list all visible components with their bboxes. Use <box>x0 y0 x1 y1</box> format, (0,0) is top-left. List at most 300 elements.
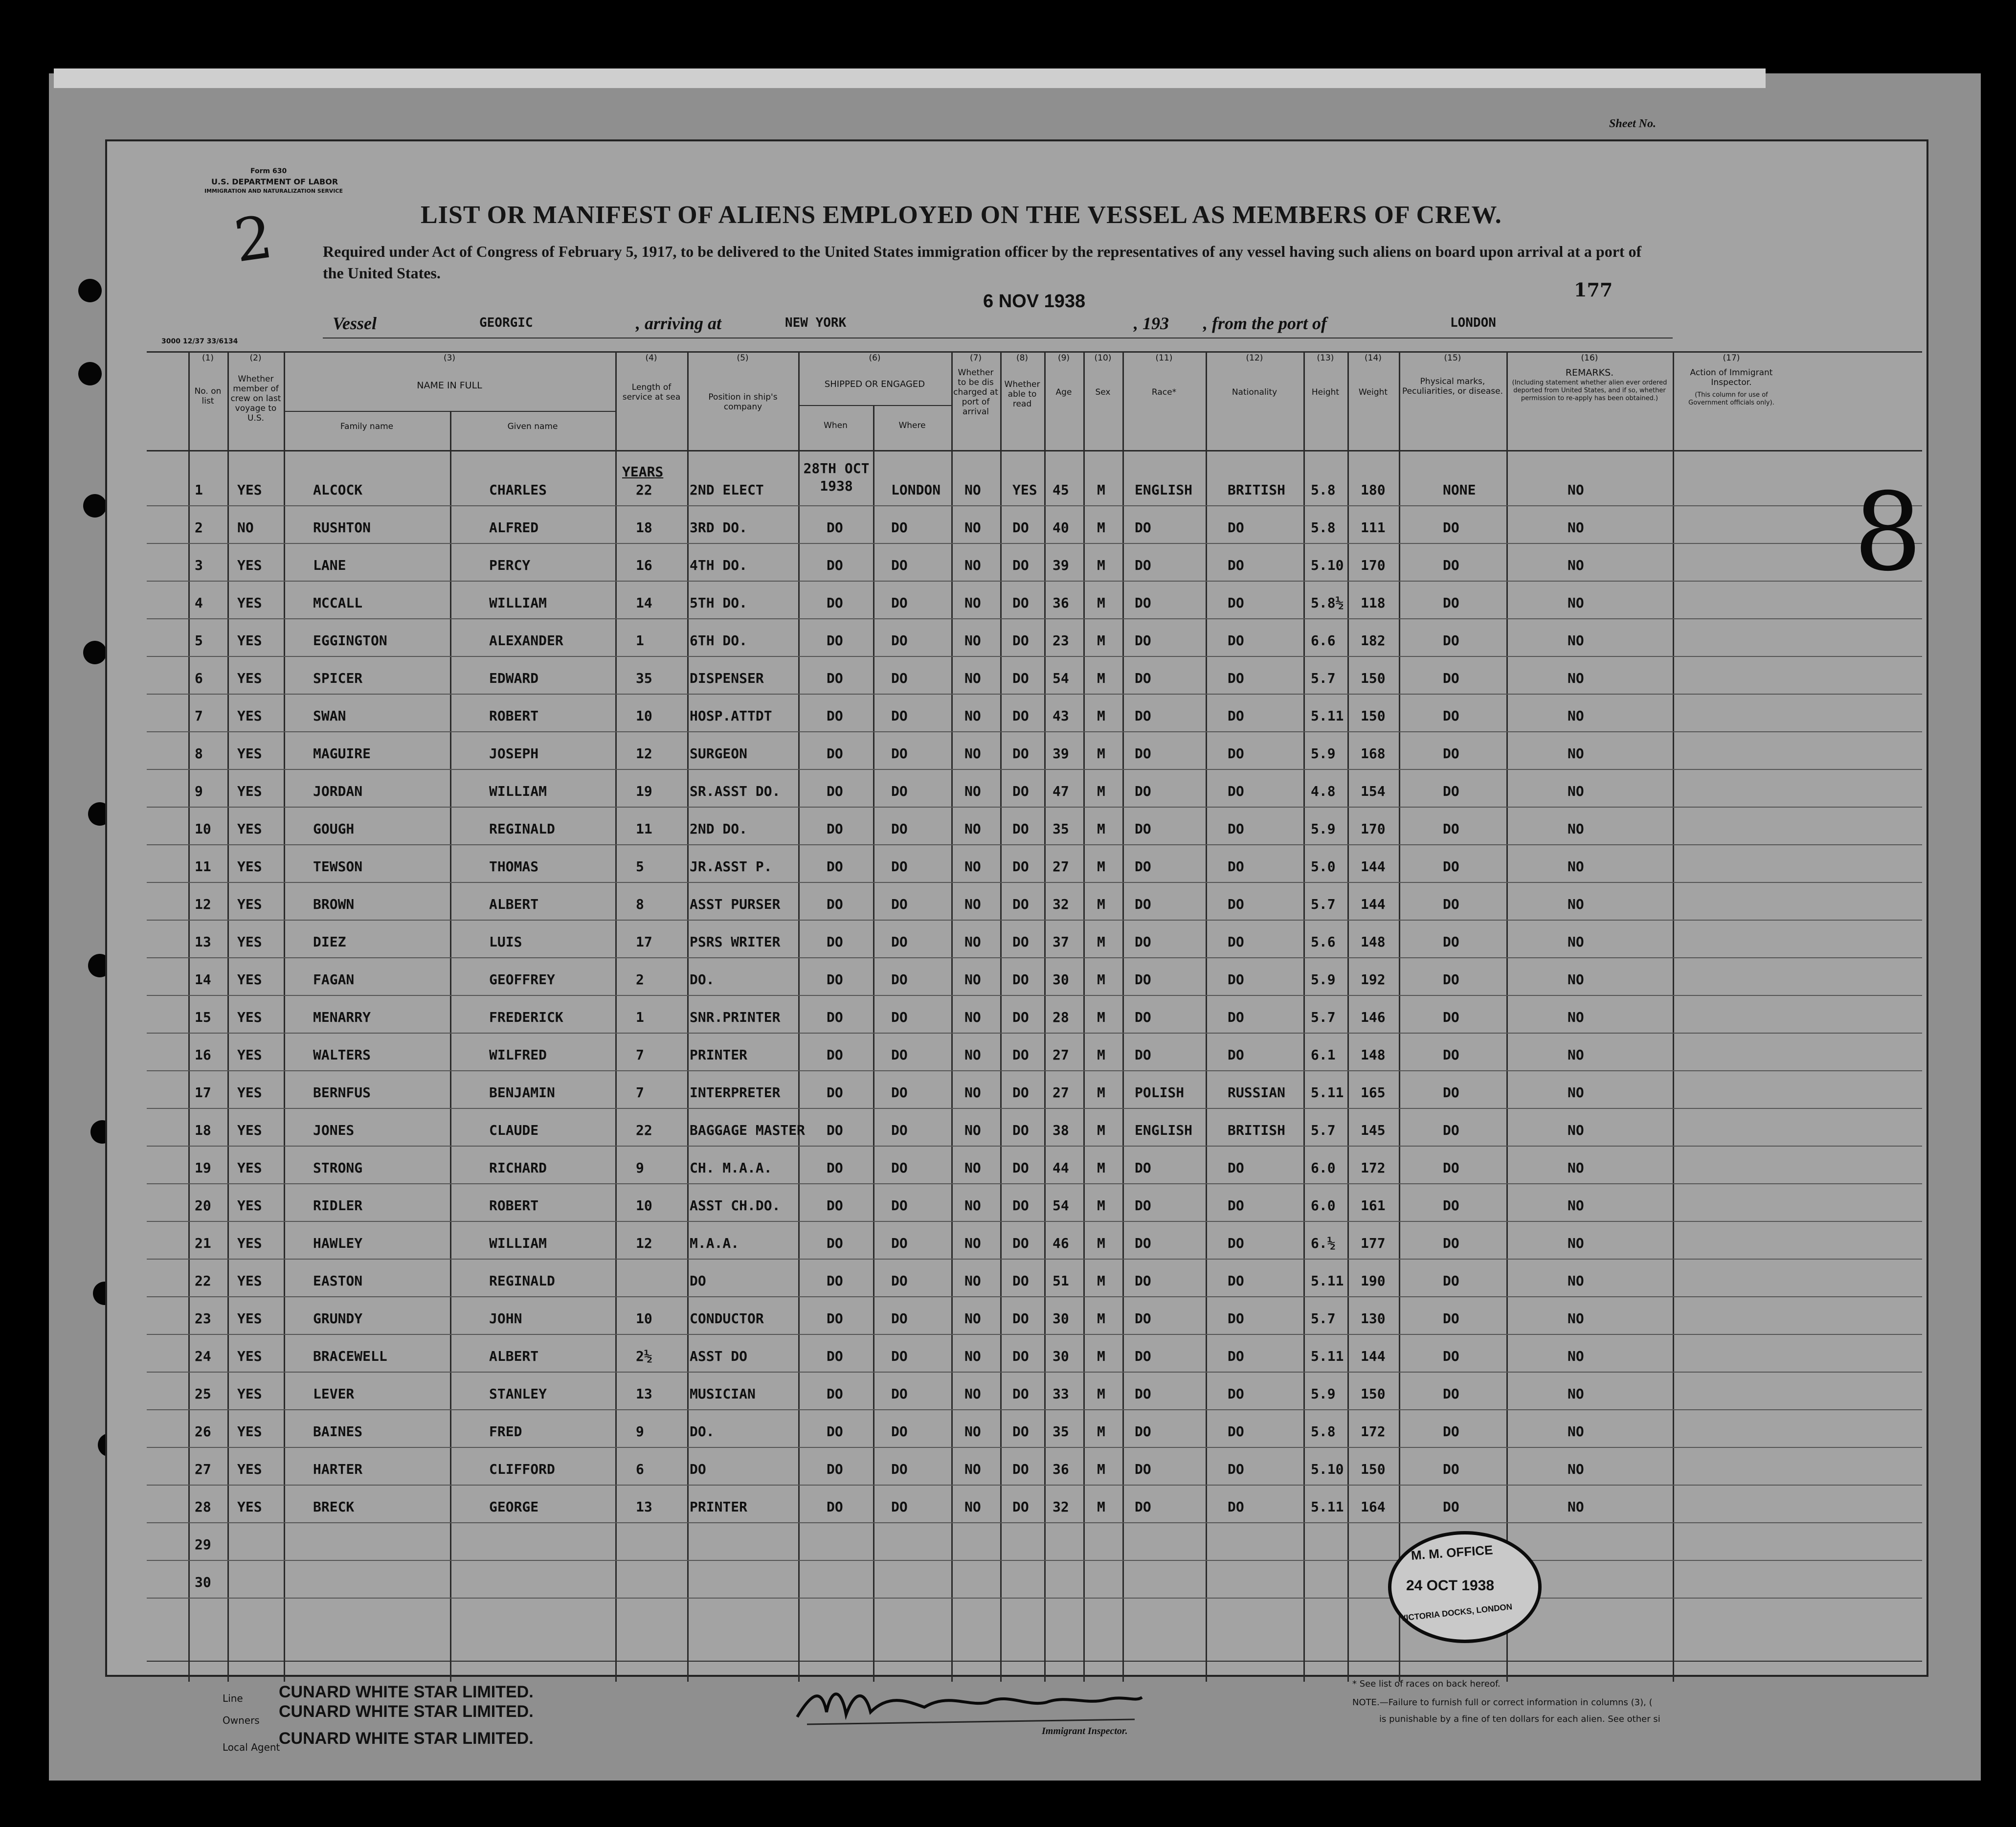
sex-cell: M <box>1097 1122 1105 1138</box>
given-name: REGINALD <box>489 821 555 837</box>
race-cell: DO <box>1135 745 1151 762</box>
service-length: 2 <box>636 971 644 988</box>
family-name: BERNFUS <box>313 1084 371 1101</box>
where-cell: DO <box>891 1122 908 1138</box>
given-name: ALBERT <box>489 896 539 912</box>
given-name: LUIS <box>489 934 522 950</box>
row-rule <box>147 1334 1922 1335</box>
member-cell: YES <box>237 1423 262 1440</box>
weight-cell: 164 <box>1361 1499 1386 1515</box>
charged-cell: NO <box>964 1084 981 1101</box>
read-cell: DO <box>1012 519 1029 536</box>
row-number: 23 <box>195 1310 211 1327</box>
nationality-cell: DO <box>1228 519 1244 536</box>
header-shipped: SHIPPED OR ENGAGED <box>824 379 925 389</box>
charged-cell: NO <box>964 1047 981 1063</box>
height-cell: 5.9 <box>1311 745 1336 762</box>
sex-cell: M <box>1097 1047 1105 1063</box>
position-cell: SR.ASST DO. <box>690 783 781 799</box>
family-name: STRONG <box>313 1160 363 1176</box>
physical-cell: DO <box>1443 1310 1459 1327</box>
nationality-cell: DO <box>1228 557 1244 573</box>
race-cell: DO <box>1135 1499 1151 1515</box>
year-text: , 193 <box>1134 314 1169 333</box>
race-cell: DO <box>1135 557 1151 573</box>
charged-cell: NO <box>964 1423 981 1440</box>
col-num: (7) <box>969 353 982 363</box>
member-cell: YES <box>237 783 262 799</box>
header-bottom-rule <box>147 450 1922 451</box>
where-cell: DO <box>891 1160 908 1176</box>
race-cell: DO <box>1135 896 1151 912</box>
row-number: 27 <box>195 1461 211 1477</box>
col-divider <box>615 351 617 1682</box>
age-cell: 45 <box>1053 482 1069 498</box>
row-rule <box>147 543 1922 544</box>
sex-cell: M <box>1097 1310 1105 1327</box>
remarks-cell: NO <box>1568 1009 1584 1025</box>
header-weight: Weight <box>1358 387 1388 397</box>
family-name: WALTERS <box>313 1047 371 1063</box>
shipped-subrule <box>798 405 951 406</box>
physical-cell: DO <box>1443 632 1459 649</box>
read-cell: DO <box>1012 896 1029 912</box>
service-length: 11 <box>636 821 652 837</box>
header-top-rule <box>147 351 1922 353</box>
when-cell: DO <box>827 745 843 762</box>
position-cell: M.A.A. <box>690 1235 739 1251</box>
member-cell: YES <box>237 1160 262 1176</box>
sex-cell: M <box>1097 1197 1105 1214</box>
given-name: JOSEPH <box>489 745 539 762</box>
row-rule <box>147 1409 1922 1410</box>
col-num: (2) <box>249 353 262 363</box>
row-number: 15 <box>195 1009 211 1025</box>
nationality-cell: DO <box>1228 670 1244 686</box>
office-stamp <box>1388 1531 1542 1643</box>
nationality-cell: DO <box>1228 1461 1244 1477</box>
family-name: HAWLEY <box>313 1235 363 1251</box>
race-cell: DO <box>1135 1423 1151 1440</box>
form-number: Form 630 <box>250 167 287 175</box>
read-cell: DO <box>1012 1009 1029 1025</box>
age-cell: 40 <box>1053 519 1069 536</box>
remarks-cell: NO <box>1568 1423 1584 1440</box>
col-divider <box>188 351 190 1682</box>
row-rule <box>147 1447 1922 1448</box>
member-cell: YES <box>237 745 262 762</box>
remarks-cell: NO <box>1568 1197 1584 1214</box>
binder-hole <box>83 494 107 518</box>
col-divider <box>1506 351 1508 1682</box>
member-cell: YES <box>237 858 262 875</box>
physical-cell: DO <box>1443 1160 1459 1176</box>
position-cell: 3RD DO. <box>690 519 748 536</box>
col-num: (17) <box>1723 353 1740 363</box>
height-cell: 5.8½ <box>1311 595 1344 611</box>
height-cell: 5.7 <box>1311 1009 1336 1025</box>
remarks-cell: NO <box>1568 482 1584 498</box>
given-name: THOMAS <box>489 858 539 875</box>
weight-cell: 148 <box>1361 1047 1386 1063</box>
read-cell: DO <box>1012 632 1029 649</box>
nationality-cell: DO <box>1228 1386 1244 1402</box>
when-cell: DO <box>827 971 843 988</box>
row-number: 25 <box>195 1386 211 1402</box>
row-number: 10 <box>195 821 211 837</box>
when-cell: DO <box>827 1386 843 1402</box>
given-name: CLIFFORD <box>489 1461 555 1477</box>
remarks-cell: NO <box>1568 1047 1584 1063</box>
row-rule <box>147 1259 1922 1260</box>
header-remarks-sub: (Including statement whether alien ever ordered deported from United States, and if so, whether permission to re-apply has been obtained.) <box>1512 379 1667 402</box>
age-cell: 35 <box>1053 1423 1069 1440</box>
weight-cell: 144 <box>1361 858 1386 875</box>
service-length: 22 <box>636 482 652 498</box>
remarks-cell: NO <box>1568 708 1584 724</box>
col-divider <box>1083 351 1085 1682</box>
read-cell: DO <box>1012 708 1029 724</box>
nationality-cell: DO <box>1228 1499 1244 1515</box>
read-cell: DO <box>1012 1047 1029 1063</box>
member-cell: YES <box>237 1197 262 1214</box>
read-cell: DO <box>1012 1197 1029 1214</box>
physical-cell: DO <box>1443 745 1459 762</box>
nationality-cell: RUSSIAN <box>1228 1084 1286 1101</box>
line-label: Line <box>223 1692 243 1704</box>
age-cell: 39 <box>1053 557 1069 573</box>
read-cell: DO <box>1012 971 1029 988</box>
remarks-cell: NO <box>1568 1084 1584 1101</box>
family-name: SPICER <box>313 670 363 686</box>
nationality-cell: DO <box>1228 708 1244 724</box>
charged-cell: NO <box>964 1009 981 1025</box>
row-rule <box>147 1108 1922 1109</box>
member-cell: YES <box>237 708 262 724</box>
weight-cell: 144 <box>1361 896 1386 912</box>
family-name: BRACEWELL <box>313 1348 387 1364</box>
member-cell: YES <box>237 1499 262 1515</box>
given-name: FREDERICK <box>489 1009 563 1025</box>
age-cell: 33 <box>1053 1386 1069 1402</box>
charged-cell: NO <box>964 1273 981 1289</box>
weight-cell: 111 <box>1361 519 1386 536</box>
given-name: FRED <box>489 1423 522 1440</box>
nationality-cell: DO <box>1228 934 1244 950</box>
where-cell: DO <box>891 1461 908 1477</box>
race-cell: ENGLISH <box>1135 1122 1193 1138</box>
weight-cell: 172 <box>1361 1423 1386 1440</box>
race-cell: DO <box>1135 1009 1151 1025</box>
race-cell: DO <box>1135 1461 1151 1477</box>
remarks-cell: NO <box>1568 632 1584 649</box>
col-num: (16) <box>1581 353 1598 363</box>
nationality-cell: DO <box>1228 1047 1244 1063</box>
row-rule <box>147 581 1922 582</box>
where-cell: DO <box>891 1499 908 1515</box>
race-cell: DO <box>1135 1310 1151 1327</box>
height-cell: 5.7 <box>1311 896 1336 912</box>
where-cell: DO <box>891 821 908 837</box>
service-length: 9 <box>636 1423 644 1440</box>
remarks-cell: NO <box>1568 1348 1584 1364</box>
header-nationality: Nationality <box>1232 387 1277 397</box>
where-cell: DO <box>891 1009 908 1025</box>
charged-cell: NO <box>964 1197 981 1214</box>
row-rule <box>147 957 1922 958</box>
row-number: 19 <box>195 1160 211 1176</box>
physical-cell: DO <box>1443 1235 1459 1251</box>
where-cell: DO <box>891 670 908 686</box>
age-cell: 28 <box>1053 1009 1069 1025</box>
service-length: 19 <box>636 783 652 799</box>
remarks-cell: NO <box>1568 557 1584 573</box>
from-port: LONDON <box>1450 316 1496 330</box>
family-name: JONES <box>313 1122 355 1138</box>
charged-cell: NO <box>964 708 981 724</box>
age-cell: 36 <box>1053 595 1069 611</box>
member-cell: YES <box>237 1348 262 1364</box>
weight-cell: 150 <box>1361 708 1386 724</box>
when-cell: DO <box>827 1084 843 1101</box>
charged-cell: NO <box>964 1499 981 1515</box>
family-name: GRUNDY <box>313 1310 363 1327</box>
service-length: 16 <box>636 557 652 573</box>
given-name: PERCY <box>489 557 531 573</box>
sex-cell: M <box>1097 745 1105 762</box>
physical-cell: DO <box>1443 1122 1459 1138</box>
row-number: 18 <box>195 1122 211 1138</box>
service-length: 2½ <box>636 1348 652 1364</box>
nationality-cell: BRITISH <box>1228 482 1286 498</box>
age-cell: 27 <box>1053 1084 1069 1101</box>
sex-cell: M <box>1097 858 1105 875</box>
position-cell: DISPENSER <box>690 670 764 686</box>
member-cell: YES <box>237 934 262 950</box>
row-number: 20 <box>195 1197 211 1214</box>
position-cell: 5TH DO. <box>690 595 748 611</box>
physical-cell: DO <box>1443 1197 1459 1214</box>
physical-cell: DO <box>1443 896 1459 912</box>
handwritten-list-number: 2 <box>230 203 277 276</box>
arriving-port: NEW YORK <box>785 316 847 330</box>
remarks-cell: NO <box>1568 1122 1584 1138</box>
header-sex: Sex <box>1095 387 1111 397</box>
remarks-cell: NO <box>1568 670 1584 686</box>
position-cell: ASST DO <box>690 1348 748 1364</box>
read-cell: DO <box>1012 595 1029 611</box>
race-cell: DO <box>1135 519 1151 536</box>
sex-cell: M <box>1097 670 1105 686</box>
col-divider <box>450 411 451 1682</box>
read-cell: DO <box>1012 1122 1029 1138</box>
row-number: 9 <box>195 783 203 799</box>
height-cell: 5.7 <box>1311 670 1336 686</box>
where-cell: DO <box>891 783 908 799</box>
header-physical: Physical marks, Peculiarities, or disease. <box>1402 377 1503 396</box>
race-cell: DO <box>1135 1386 1151 1402</box>
binder-hole <box>78 279 102 302</box>
physical-cell: DO <box>1443 595 1459 611</box>
position-cell: JR.ASST P. <box>690 858 772 875</box>
remarks-cell: NO <box>1568 1386 1584 1402</box>
given-name: WILLIAM <box>489 595 547 611</box>
height-cell: 5.9 <box>1311 1386 1336 1402</box>
height-cell: 5.11 <box>1311 1499 1344 1515</box>
age-cell: 46 <box>1053 1235 1069 1251</box>
age-cell: 35 <box>1053 821 1069 837</box>
age-cell: 36 <box>1053 1461 1069 1477</box>
sex-cell: M <box>1097 1235 1105 1251</box>
physical-cell: DO <box>1443 1461 1459 1477</box>
member-cell: YES <box>237 595 262 611</box>
row-rule <box>147 769 1922 770</box>
position-cell: MUSICIAN <box>690 1386 756 1402</box>
where-cell: DO <box>891 858 908 875</box>
race-cell: DO <box>1135 1235 1151 1251</box>
nationality-cell: DO <box>1228 1009 1244 1025</box>
row-rule <box>147 844 1922 845</box>
charged-cell: NO <box>964 1122 981 1138</box>
nationality-cell: DO <box>1228 632 1244 649</box>
read-cell: DO <box>1012 1273 1029 1289</box>
row-rule <box>147 656 1922 657</box>
height-cell: 5.7 <box>1311 1122 1336 1138</box>
when-cell: DO <box>827 632 843 649</box>
read-cell: DO <box>1012 1160 1029 1176</box>
read-cell: DO <box>1012 1310 1029 1327</box>
family-name: BAINES <box>313 1423 363 1440</box>
age-cell: 27 <box>1053 858 1069 875</box>
weight-cell: 145 <box>1361 1122 1386 1138</box>
age-cell: 30 <box>1053 971 1069 988</box>
given-name: CHARLES <box>489 482 547 498</box>
member-cell: YES <box>237 1009 262 1025</box>
nationality-cell: DO <box>1228 1235 1244 1251</box>
row-rule <box>147 1296 1922 1297</box>
service-length: 18 <box>636 519 652 536</box>
service-length: 17 <box>636 934 652 950</box>
position-cell: 6TH DO. <box>690 632 748 649</box>
weight-cell: 146 <box>1361 1009 1386 1025</box>
height-cell: 6.1 <box>1311 1047 1336 1063</box>
when-cell: DO <box>827 821 843 837</box>
position-cell: SURGEON <box>690 745 748 762</box>
sex-cell: M <box>1097 934 1105 950</box>
row-rule <box>147 1372 1922 1373</box>
charged-cell: NO <box>964 1310 981 1327</box>
nationality-cell: DO <box>1228 1423 1244 1440</box>
height-cell: 6.½ <box>1311 1235 1336 1251</box>
member-cell: YES <box>237 1235 262 1251</box>
col-divider <box>798 351 800 1682</box>
header-length: Length of service at sea <box>622 383 681 402</box>
remarks-cell: NO <box>1568 1273 1584 1289</box>
sex-cell: M <box>1097 519 1105 536</box>
member-cell: YES <box>237 821 262 837</box>
position-cell: DO <box>690 1461 706 1477</box>
where-cell: DO <box>891 971 908 988</box>
member-cell: YES <box>237 1310 262 1327</box>
weight-cell: 192 <box>1361 971 1386 988</box>
charged-cell: NO <box>964 1386 981 1402</box>
weight-cell: 177 <box>1361 1235 1386 1251</box>
race-cell: DO <box>1135 971 1151 988</box>
member-cell: YES <box>237 896 262 912</box>
sex-cell: M <box>1097 1009 1105 1025</box>
height-cell: 6.0 <box>1311 1160 1336 1176</box>
service-length: 35 <box>636 670 652 686</box>
when-cell: DO <box>827 670 843 686</box>
read-cell: DO <box>1012 670 1029 686</box>
row-rule <box>147 1221 1922 1222</box>
race-cell: DO <box>1135 670 1151 686</box>
sex-cell: M <box>1097 1273 1105 1289</box>
age-cell: 54 <box>1053 670 1069 686</box>
read-cell: DO <box>1012 1423 1029 1440</box>
service-length: 9 <box>636 1160 644 1176</box>
row-rule <box>147 1183 1922 1184</box>
family-name: MENARRY <box>313 1009 371 1025</box>
family-name: JORDAN <box>313 783 363 799</box>
service-length: 7 <box>636 1084 644 1101</box>
col-num: (3) <box>443 353 456 363</box>
member-cell: YES <box>237 670 262 686</box>
remarks-cell: NO <box>1568 1160 1584 1176</box>
race-cell: DO <box>1135 1047 1151 1063</box>
physical-cell: DO <box>1443 1084 1459 1101</box>
remarks-cell: NO <box>1568 1499 1584 1515</box>
row-number: 11 <box>195 858 211 875</box>
row-number: 21 <box>195 1235 211 1251</box>
col-num: (14) <box>1365 353 1382 363</box>
remarks-cell: NO <box>1568 934 1584 950</box>
row-number: 4 <box>195 595 203 611</box>
row-rule <box>147 1522 1922 1523</box>
page-number: 177 <box>1574 279 1613 301</box>
weight-cell: 154 <box>1361 783 1386 799</box>
age-cell: 32 <box>1053 1499 1069 1515</box>
age-cell: 39 <box>1053 745 1069 762</box>
binder-hole <box>83 641 107 664</box>
read-cell: DO <box>1012 1386 1029 1402</box>
row-rule <box>147 882 1922 883</box>
race-cell: DO <box>1135 1160 1151 1176</box>
sex-cell: M <box>1097 1084 1105 1101</box>
col-divider <box>1303 351 1305 1682</box>
service-length: 1 <box>636 1009 644 1025</box>
sex-cell: M <box>1097 708 1105 724</box>
weight-cell: 161 <box>1361 1197 1386 1214</box>
read-cell: DO <box>1012 858 1029 875</box>
nationality-cell: DO <box>1228 858 1244 875</box>
sex-cell: M <box>1097 1461 1105 1477</box>
age-cell: 32 <box>1053 896 1069 912</box>
margin-mark: 8 <box>1854 470 1922 595</box>
member-cell: YES <box>237 1047 262 1063</box>
col-num: (15) <box>1444 353 1461 363</box>
where-cell: DO <box>891 1084 908 1101</box>
read-cell: DO <box>1012 557 1029 573</box>
position-cell: PRINTER <box>690 1499 748 1515</box>
member-cell: YES <box>237 632 262 649</box>
weight-cell: 182 <box>1361 632 1386 649</box>
nationality-cell: DO <box>1228 1160 1244 1176</box>
header-family: Family name <box>340 422 394 431</box>
family-name: LEVER <box>313 1386 355 1402</box>
when-cell: DO <box>827 1499 843 1515</box>
service-length: 12 <box>636 745 652 762</box>
